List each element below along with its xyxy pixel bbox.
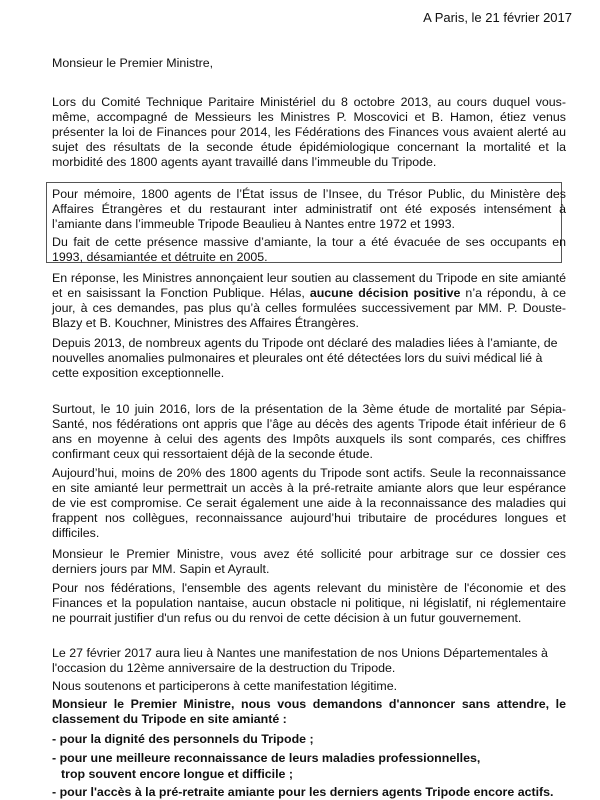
demand-paragraph: Monsieur le Premier Ministre, nous vous demandons d'annoncer sans attendre, le classement du Tripode en site amianté :	[52, 697, 566, 726]
demand-item-3: - pour l'accès à la pré-retraite amiante pour les derniers agents Tripode encore actifs.	[52, 785, 554, 799]
reminder-box	[46, 182, 566, 264]
response-text-start: En réponse, les Ministres annonçaient leur soutien au classement du Tripode en site amianté et en saisissant la Fonction Publique. Hélas,	[52, 271, 566, 300]
june-2016-paragraph: Surtout, le 10 juin 2016, lors de la présentation de la 3ème étude de mortalité par Sépia-Santé, nos fédérations ont appris que l’âge au décès des agents Tripode était inférieur de 6 ans en moyenne à celui des agents des Impôts auxquels ils sont comparés, ces chiffres confirmant ceux qui ressortaient déjà de la seconde étude.	[52, 402, 566, 461]
demand-item-2: - pour une meilleure reconnaissance de leurs maladies professionnelles,	[52, 751, 481, 765]
reminder-paragraph-1: Pour mémoire, 1800 agents de l’État issus de l’Insee, du Trésor Public, du Ministère des Affaires Étrangères et du restaurant inter administratif ont été exposés intensément à l’amiante dans l’immeuble Tripode Beaulieu à Nantes entre 1972 et 1993.	[52, 187, 566, 231]
intro-paragraph: Lors du Comité Technique Paritaire Ministériel du 8 octobre 2013, au cours duquel vous-même, accompagné de Messieurs les Ministres P. Moscovici et B. Hamon, étiez venus présenter la loi de Finances pour 2014, les Fédérations des Finances vous avaient alerté au sujet des résultats de la seconde étude épidémiologique concernant la mortalité et la morbidité des 1800 agents ayant travaillé dans l’immeuble du Tripode.	[52, 95, 566, 169]
demand-item-1: - pour la dignité des personnels du Tripode ;	[52, 732, 314, 746]
reminder-paragraph-2: Du fait de cette présence massive d’amiante, la tour a été évacuée de ses occupants en 1993, désamiantée et détruite en 2005.	[52, 235, 566, 264]
response-bold-text: aucune décision positive	[309, 286, 461, 300]
letter-date: A Paris, le 21 février 2017	[423, 10, 572, 25]
support-paragraph: Nous soutenons et participerons à cette manifestation légitime.	[52, 679, 398, 693]
today-paragraph: Aujourd’hui, moins de 20% des 1800 agents du Tripode sont actifs. Seule la reconnaissance en site amianté leur permettrait un accès à la pré-retraite amiante alors que leur espérance de vie est compromise. Ce serait également une aide à la reconnaissance des maladies qui frappent nos collègues, reconnaissance aujourd’hui tributaire de procédures longues et difficiles.	[52, 466, 566, 540]
since-2013-paragraph: Depuis 2013, de nombreux agents du Tripode ont déclaré des maladies liées à l’amiante, de nouvelles anomalies pulmonaires et pleurales ont été détectées lors du suivi médical lié à cette exposition exceptionnelle.	[52, 336, 558, 380]
response-text-end: n’a répondu, à ce jour, à ces demandes, pas plus qu’à celles formulées successivement par MM. P. Douste-Blazy et B. Kouchner, Ministres des Affaires Étrangères.	[52, 286, 566, 330]
response-paragraph	[52, 271, 566, 331]
federations-paragraph: Pour nos fédérations, l'ensemble des agents relevant du ministère de l'économie et des Finances et la population nantaise, aucun obstacle ni politique, ni législatif, ni réglementaire ne pourrait justifier d'un refus ou du renvoi de cette décision à un futur gouvernement.	[52, 581, 566, 625]
demand-item-2-continuation: trop souvent encore longue et difficile ;	[61, 767, 294, 781]
salutation: Monsieur le Premier Ministre,	[52, 56, 214, 70]
demonstration-paragraph: Le 27 février 2017 aura lieu à Nantes une manifestation de nos Unions Départementales à l'occasion du 12ème anniversaire de la destruction du Tripode.	[52, 646, 548, 675]
arbitration-paragraph: Monsieur le Premier Ministre, vous avez été sollicité pour arbitrage sur ce dossier ces derniers jours par MM. Sapin et Ayrault.	[52, 547, 566, 576]
